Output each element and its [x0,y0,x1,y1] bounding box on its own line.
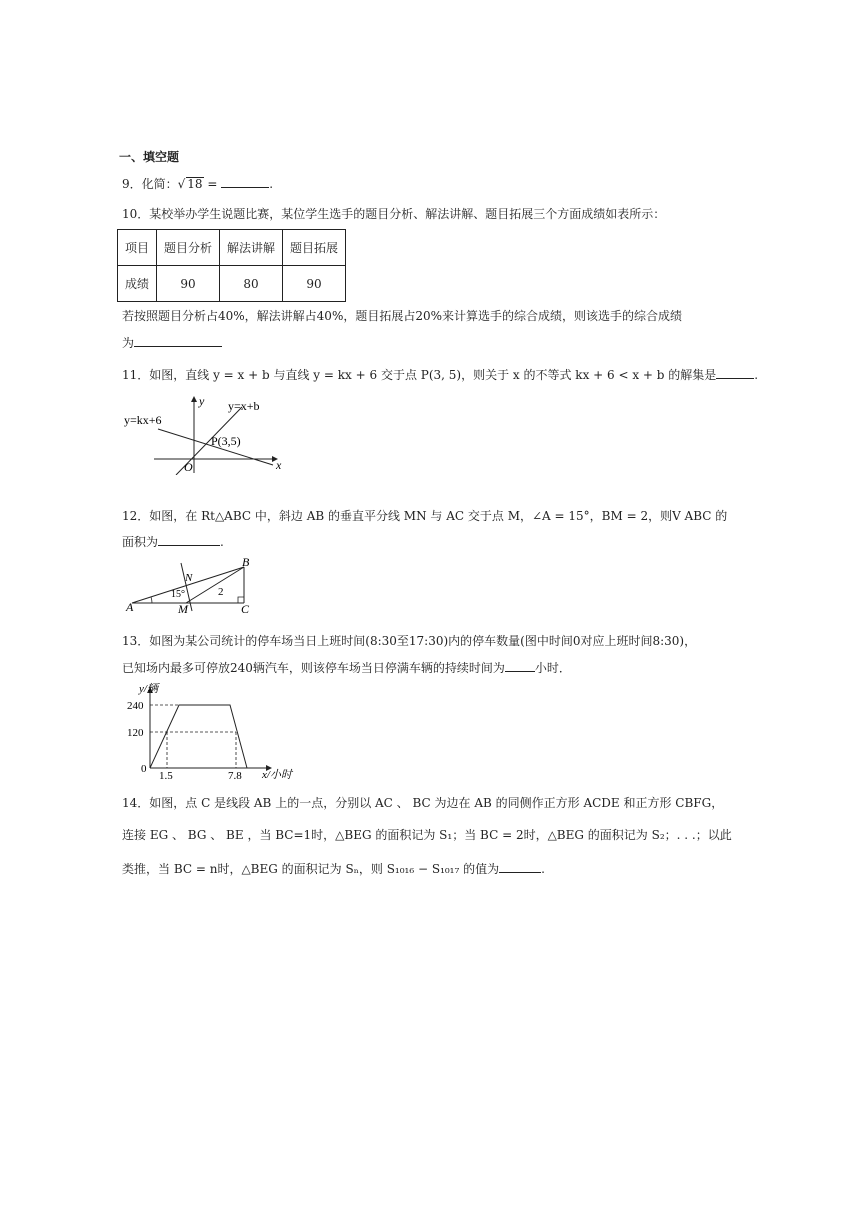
question-9 [122,175,273,192]
q10-line3 [122,334,222,351]
table-cell: 项目 [118,230,157,266]
q9-end: . [269,177,274,191]
x-tick-label: 1.5 [159,770,173,782]
table-row [118,230,346,266]
label-xb: y=x+b [228,399,260,413]
q11-text: 11．如图，直线 y = x + b 与直线 y = kx + 6 交于点 P(3, 5)，则关于 x 的不等式 kx + 6 < x + b 的解集是 [122,368,717,382]
section-title: 一、填空题 [119,150,180,164]
axis-y-label: y [199,394,205,408]
table-cell: 90 [157,266,220,302]
point-c-label: C [241,602,250,615]
point-a-label: A [126,600,134,614]
q14-line1: 14．如图，点 C 是线段 AB 上的一点，分别以 AC 、 BC 为边在 AB 的同侧作正方形 ACDE 和正方形 CBFG， [122,796,724,810]
angle-label: 15° [171,589,185,600]
table-cell: 题目拓展 [283,230,346,266]
q11-answer-blank [716,367,754,379]
q11-end: . [754,368,759,382]
table-cell: 题目分析 [157,230,220,266]
q14-end: . [541,862,545,876]
q10-line3-text: 为 [122,336,135,350]
q12-answer-blank [158,534,220,546]
q9-text: 9．化简： [122,177,178,191]
origin-label: O [184,460,193,474]
table-cell: 80 [220,266,283,302]
q13-line2-text: 已知场内最多可停放240辆汽车，则该停车场当日停满车辆的持续时间为 [122,661,505,675]
chart-ylabel: y/辆 [139,683,158,695]
table-row [118,266,346,302]
axis-x-label: x [276,458,282,472]
q14-line3-text: 类推，当 BC = n时，△BEG 的面积记为 Sₙ，则 S₁₀₁₆ − S₁₀₁₇ 的值为 [122,862,500,876]
y-tick-label: 120 [127,727,144,739]
q13-line1: 13．如图为某公司统计的停车场当日上班时间(8:30至17:30)内的停车数量(图中时间0对应上班时间8:30)， [122,634,697,648]
point-n-label: N [185,572,193,584]
q13-answer-blank [505,660,535,672]
sqrt-symbol: √ [177,177,186,191]
q10-answer-blank [134,335,222,347]
q13-line2-end: 小时． [534,661,571,675]
q9-equals: = [207,177,218,191]
point-m-label: M [178,602,188,615]
q12-line2-text: 面积为 [122,535,159,549]
q9-answer-blank [221,176,269,188]
chart-xlabel: x/小时 [262,769,292,781]
label-point-p: P(3,5) [211,434,241,448]
q10-line1: 10．某校举办学生说题比赛，某位学生选手的题目分析、解法讲解、题目拓展三个方面成绩如表所示： [122,207,666,221]
question-11 [122,366,758,383]
table-cell: 成绩 [118,266,157,302]
score-table [117,229,346,302]
q14-line2: 连接 EG 、 BG 、 BE ，当 BC=1时，△BEG 的面积记为 S₁；当 BC = 2时，△BEG 的面积记为 S₂；. . .；以此 [122,828,732,842]
q13-chart [122,680,302,782]
table-cell: 解法讲解 [220,230,283,266]
table-cell: 90 [283,266,346,302]
q12-line1: 12．如图，在 Rt△ABC 中，斜边 AB 的垂直平分线 MN 与 AC 交于点 M，∠A = 15°，BM = 2，则V ABC 的 [122,509,728,523]
q13-line2 [122,659,571,676]
q12-line2 [122,533,224,550]
q12-end: . [220,535,224,549]
segment-label: 2 [218,586,224,598]
y-tick-label: 240 [127,700,144,712]
q11-figure [118,393,288,475]
q10-line2: 若按照题目分析占40%，解法讲解占40%，题目拓展占20%来计算选手的综合成绩，则该选手的综合成绩 [122,309,683,323]
q14-answer-blank [499,861,541,873]
label-kx6: y=kx+6 [124,413,162,427]
q14-line3 [122,860,545,877]
chart-origin: 0 [141,763,147,775]
q9-radicand: 18 [187,177,203,191]
q12-figure [124,557,264,615]
point-b-label: B [242,557,250,569]
x-tick-label: 7.8 [228,770,242,782]
